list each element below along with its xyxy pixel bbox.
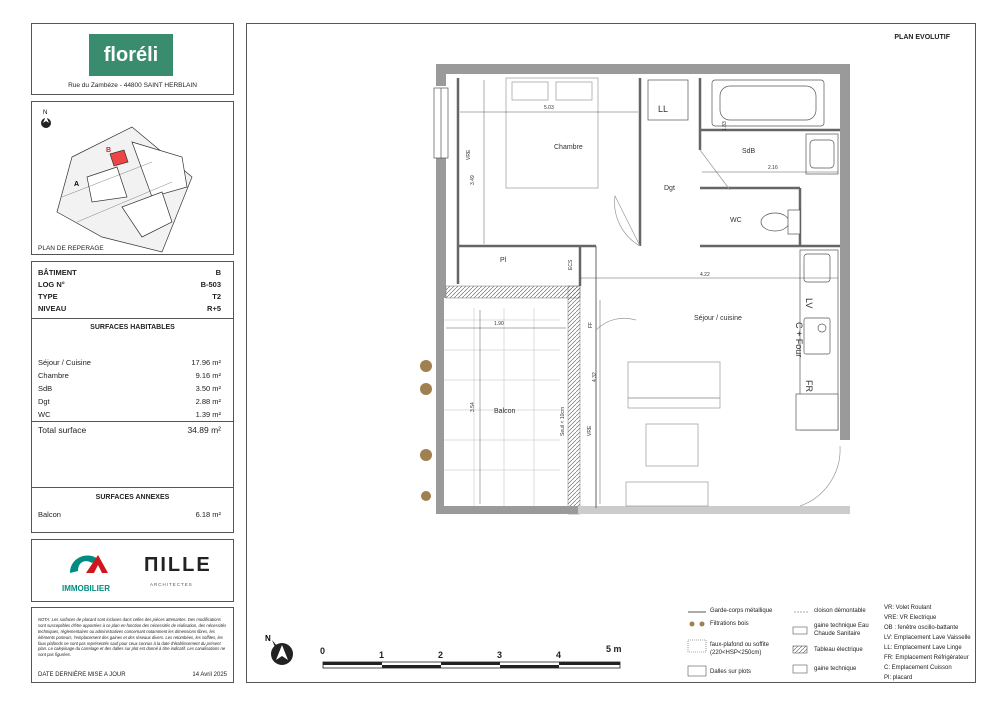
ecs-legend-icon (793, 627, 807, 634)
surface-row: Chambre 9.16 m² (38, 371, 221, 380)
four-label: C + Four (794, 322, 804, 358)
legend-item: gaine technique Eau Chaude Sanitaire (814, 623, 869, 637)
surface-row: Dgt 2.88 m² (38, 397, 221, 406)
legend-item: Filtrations bois (710, 621, 749, 627)
panel-legend-icon (793, 646, 807, 653)
fr-label: FR (804, 380, 814, 392)
abbreviations-list (884, 603, 971, 683)
building-a-label: A (74, 181, 80, 188)
room-label-wc: WC (730, 217, 742, 224)
info-row: NIVEAU R+5 (38, 304, 221, 313)
total-row: Total surface 34.89 m² (38, 425, 221, 435)
date-label: DATE DERNIÈRE MISE A JOUR (38, 672, 126, 678)
legend-item: faux-plafond ou soffite (220<HSP<250cm) (710, 642, 769, 656)
scale-tick: 0 (320, 646, 326, 656)
tiles-legend-icon (688, 666, 706, 676)
ecs-label: ECS (568, 259, 574, 270)
vre-label: VRE (466, 149, 472, 160)
plan-title: PLAN EVOLUTIF (894, 34, 950, 41)
dim-422: 4.22 (700, 272, 710, 278)
bed-icon (506, 78, 598, 188)
bathtub-icon (712, 80, 824, 126)
window-chambre (434, 88, 448, 158)
locator-north-label: N (43, 110, 48, 116)
surface-row: SdB 3.50 m² (38, 384, 221, 393)
surface-row: WC 1.39 m² (38, 410, 221, 419)
north-label: N (265, 634, 271, 643)
surfaces-habitables-title: SURFACES HABITABLES (90, 324, 175, 331)
scale-tick: 5 m (606, 644, 622, 654)
abbreviation: Pl: placard (884, 675, 913, 681)
room-label-chambre: Chambre (554, 144, 583, 151)
abbreviation: VR: Volet Roulant (884, 605, 932, 611)
date-value: 14 Avril 2025 (192, 672, 227, 678)
ff-label: FF (588, 321, 594, 328)
room-label-dgt: Dgt (664, 185, 675, 192)
table-icon (626, 424, 708, 506)
dim-216: 2.16 (768, 165, 778, 171)
building-b-label: B (106, 147, 112, 154)
info-row: TYPE T2 (38, 292, 221, 301)
filtration-legend-icon (690, 622, 695, 627)
room-label-balcon: Balcon (494, 408, 516, 415)
abbreviation: VRE: VR Electrique (884, 615, 937, 621)
dim-432: 4.32 (592, 372, 598, 382)
scale-tick: 1 (379, 650, 385, 660)
ca-name: IMMOBILIER (62, 584, 110, 593)
north-arrow-icon (265, 634, 293, 665)
brand-logo-text: floréli (103, 44, 159, 66)
annexe-row: Balcon 6.18 m² (38, 510, 221, 519)
note-text: NOTA: Les surfaces de placard sont incluses dans celles des pièces attenantes. Des modifications sont susceptibles d'être apportées à ce plan en fonction des nécessités de réalisation, des nécessités techniques, réglementaires ou administratives concernant notamment les dimensions libres, les éléments porteurs, l'emplacement des gaines et des réseaux divers. Les retombées, les soffites, les faux plafonds ne sont pas représentés sauf pour ceux connus à la date d'établissement du présent plan. Le calepinage du carrelage et des dalles sur plot est donné à titre indicatif. Les canalisations ne sont pas figurées. (38, 617, 227, 658)
toilet-icon (761, 210, 800, 234)
surfaces-annexes-title: SURFACES ANNEXES (95, 494, 170, 501)
abbreviation: OB : fenêtre oscillo-battante (884, 625, 959, 631)
sink-icon (806, 134, 838, 174)
dim-190: 1.90 (494, 321, 504, 327)
abbreviation: FR: Emplacement Réfrigérateur (884, 655, 969, 661)
scale-bar (320, 644, 622, 668)
legend-item: Garde-corps métallique (710, 608, 773, 614)
ll-label: LL (658, 104, 669, 114)
info-row: BÂTIMENT B (38, 268, 221, 277)
architect-logo: ПILLE (144, 554, 212, 576)
scale-tick: 2 (438, 650, 444, 660)
brand-address: Rue du Zambèze - 44800 SAINT HERBLAIN (68, 82, 197, 89)
legend-item: Tableau électrique (814, 647, 863, 653)
locator-label: PLAN DE REPERAGE (38, 245, 104, 252)
dim-354: 3.54 (470, 402, 476, 412)
abbreviation: LV: Emplacement Lave Vaisselle (884, 635, 971, 641)
abbreviation: C: Emplacement Cuisson (884, 665, 952, 671)
room-label-pl: Pl (500, 257, 507, 264)
filtration-dots (420, 360, 432, 501)
scale-tick: 4 (556, 650, 562, 660)
seuil-label: Seuil < 10cm (560, 406, 566, 436)
vre-label: VRE (587, 425, 593, 436)
exterior-walls (436, 64, 850, 514)
balcony-tiles (444, 308, 560, 506)
scale-tick: 3 (497, 650, 503, 660)
sofa-icon (628, 362, 720, 408)
architect-sub: ARCHITECTES (150, 582, 193, 587)
room-label-sdb: SdB (742, 148, 756, 155)
info-row: LOG N° B-503 (38, 280, 221, 289)
dim-183: 1.83 (722, 121, 728, 131)
washing-machine-icon (648, 80, 688, 120)
abbreviation: LL: Emplacement Lave Linge (884, 645, 962, 651)
dim-349: 3.49 (470, 175, 476, 185)
dim-503: 5.03 (544, 105, 554, 111)
ceiling-legend-icon (688, 640, 706, 652)
lv-label: LV (804, 298, 814, 309)
surface-row: Séjour / Cuisine 17.96 m² (38, 358, 221, 367)
room-label-sejour: Séjour / cuisine (694, 315, 742, 322)
legend-item: Dalles sur plots (710, 669, 752, 675)
shaft-legend-icon (793, 665, 807, 673)
legend-item: gaine technique (814, 666, 857, 672)
legend-item: cloison démontable (814, 608, 866, 614)
